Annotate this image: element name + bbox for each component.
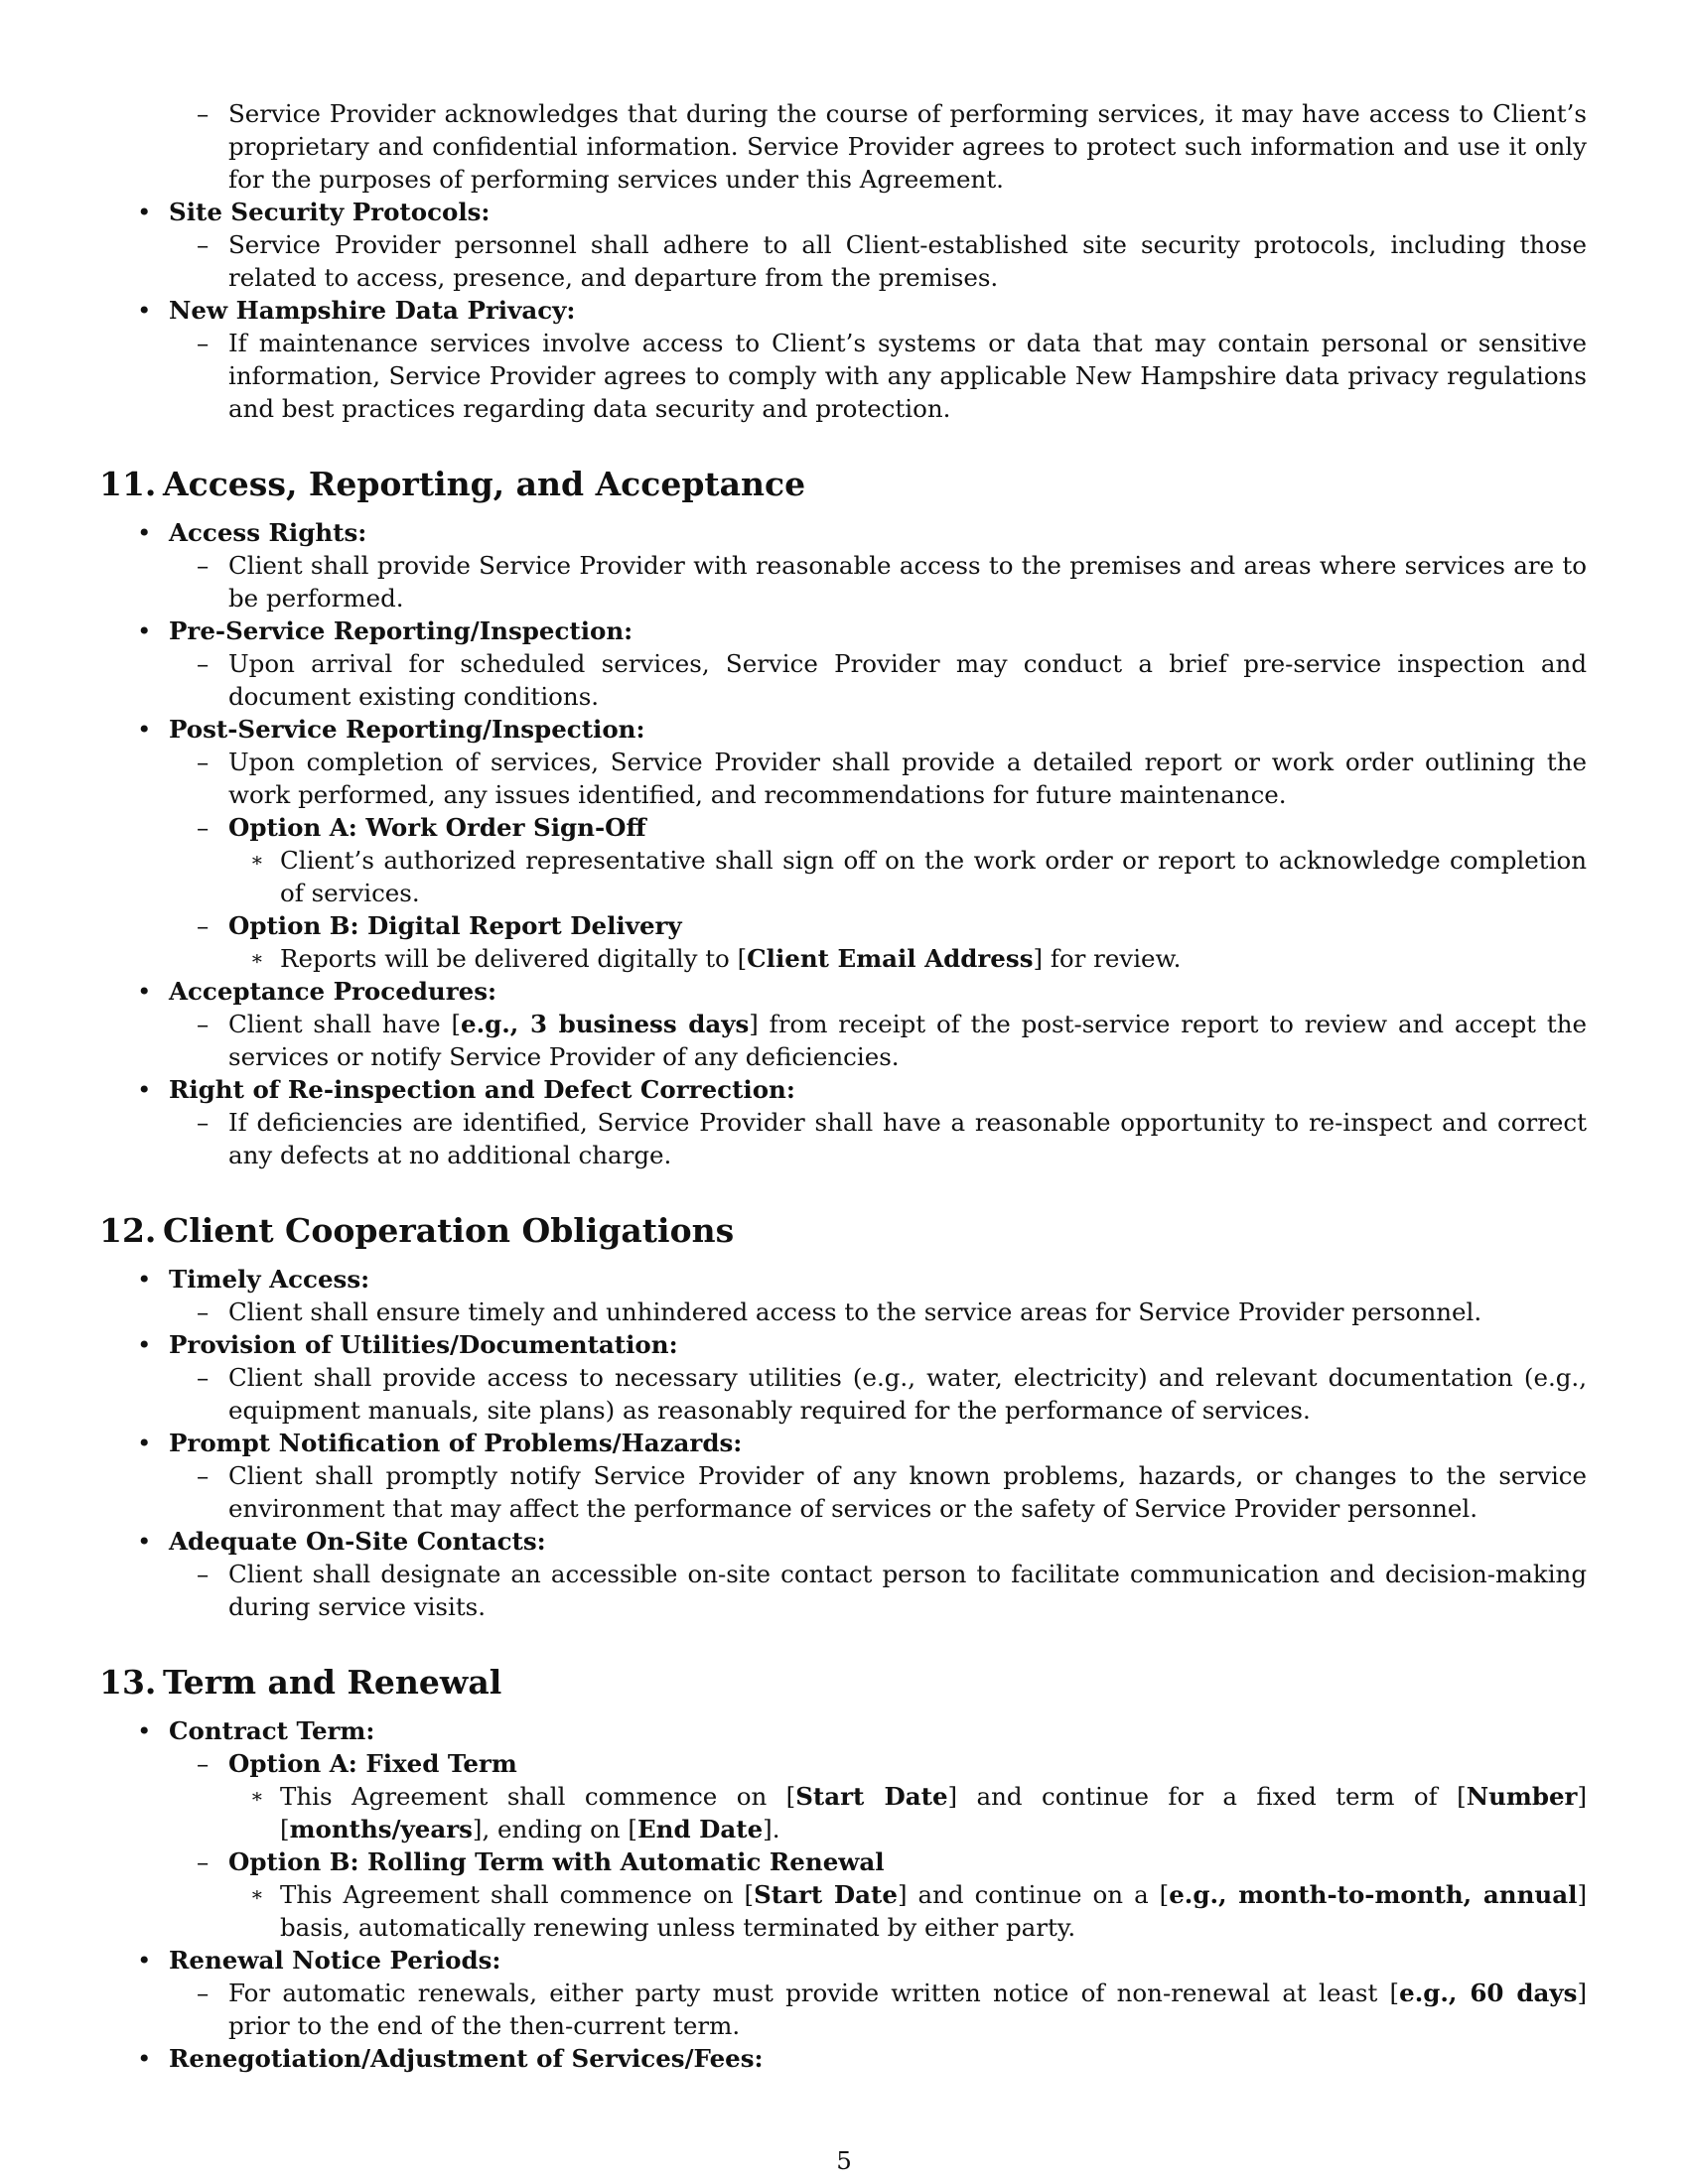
dash-marker: – — [197, 649, 210, 678]
notification-item: • Prompt Notification of Problems/Hazards: — [137, 1429, 743, 1457]
bullet-marker: • — [137, 2044, 152, 2073]
access-rights-text: – Client shall provide Service Provider with reasonable access to the premises and areas where services are to be performed. — [197, 551, 1587, 613]
section-13-heading — [99, 1663, 1587, 1703]
dash-marker: – — [197, 230, 210, 259]
section-title: Term and Renewal — [163, 1663, 502, 1702]
site-security-item: • Site Security Protocols: — [137, 198, 491, 226]
utilities-text: – Client shall provide access to necessary utilities (e.g., water, electricity) and relevant documentation (e.g., equipment manuals, site plans) as reasonably required for the performance of services. — [197, 1363, 1587, 1425]
dash-marker: – — [197, 1297, 210, 1326]
acceptance-text: – Client shall have [e.g., 3 business days] from receipt of the post-service report to review and accept the services or notify Service Provider of any deficiencies. — [197, 1010, 1587, 1071]
dash-marker: – — [197, 1560, 210, 1588]
placeholder-field: Client Email Address — [747, 944, 1034, 973]
bullet-marker: • — [137, 616, 152, 645]
contract-term-option-a: – Option A: Fixed Term — [197, 1749, 517, 1778]
bullet-marker: • — [137, 198, 152, 226]
dash-marker: – — [197, 99, 210, 128]
post-service-option-b: – Option B: Digital Report Delivery — [197, 911, 682, 940]
dash-marker: – — [197, 1847, 210, 1876]
bullet-marker: • — [137, 1527, 152, 1556]
section-title: Access, Reporting, and Acceptance — [163, 465, 806, 503]
dash-marker: – — [197, 748, 210, 776]
placeholder-field: Number — [1466, 1782, 1578, 1811]
dash-marker: – — [197, 1108, 210, 1137]
section-12-heading — [99, 1211, 1587, 1251]
pre-service-text: – Upon arrival for scheduled services, Service Provider may conduct a brief pre-service inspection and document existing conditions. — [197, 649, 1587, 711]
post-service-item: • Post-Service Reporting/Inspection: — [137, 715, 645, 744]
post-service-option-a: – Option A: Work Order Sign-Off — [197, 813, 646, 842]
placeholder-field: Start Date — [754, 1880, 898, 1909]
renewal-notice-text: – For automatic renewals, either party must provide written notice of non-renewal at least [e.g., 60 days] prior to the end of the then-current term. — [197, 1979, 1587, 2040]
contacts-text: – Client shall designate an accessible on-site contact person to facilitate communication and decision-making during service visits. — [197, 1560, 1587, 1621]
section-number: 11. — [99, 465, 157, 503]
renewal-notice-item: • Renewal Notice Periods: — [137, 1946, 501, 1975]
bullet-marker: • — [137, 1946, 152, 1975]
post-service-option-b-text: ∗ Reports will be delivered digitally to [Client Email Address] for review. — [250, 944, 1182, 973]
dash-marker: – — [197, 551, 210, 580]
access-rights-item: • Access Rights: — [137, 518, 367, 547]
asterisk-marker: ∗ — [250, 946, 264, 970]
section-number: 13. — [99, 1663, 157, 1702]
section-number: 12. — [99, 1211, 157, 1250]
placeholder-field: End Date — [636, 1815, 764, 1843]
reinspection-item: • Right of Re-inspection and Defect Correction: — [137, 1075, 795, 1104]
dash-marker: – — [197, 911, 210, 940]
bullet-marker: • — [137, 296, 152, 325]
pre-service-item: • Pre-Service Reporting/Inspection: — [137, 616, 633, 645]
asterisk-marker: ∗ — [250, 848, 264, 872]
page-number: 5 — [836, 2146, 852, 2175]
placeholder-field: e.g., month-to-month, annual — [1169, 1880, 1578, 1909]
document-page — [99, 97, 1587, 2075]
timely-access-text: – Client shall ensure timely and unhindered access to the service areas for Service Provider personnel. — [197, 1297, 1482, 1326]
bullet-marker: • — [137, 1330, 152, 1359]
dash-marker: – — [197, 1010, 210, 1038]
placeholder-field: months/years — [289, 1815, 473, 1843]
reinspection-text: – If deficiencies are identified, Service Provider shall have a reasonable opportunity to re-inspect and correct any defects at no additional charge. — [197, 1108, 1587, 1169]
bullet-marker: • — [137, 715, 152, 744]
nh-privacy-text: – If maintenance services involve access to Client’s systems or data that may contain personal or sensitive information, Service Provider agrees to comply with any applicable New Hampshire data privacy regulations and best practices regarding data security and protection. — [197, 329, 1587, 423]
bullet-marker: • — [137, 977, 152, 1006]
utilities-item: • Provision of Utilities/Documentation: — [137, 1330, 678, 1359]
dash-marker: – — [197, 1979, 210, 2007]
timely-access-item: • Timely Access: — [137, 1265, 370, 1294]
contacts-item: • Adequate On-Site Contacts: — [137, 1527, 546, 1556]
post-service-text: – Upon completion of services, Service Provider shall provide a detailed report or work order outlining the work performed, any issues identified, and recommendations for future maintenance. — [197, 748, 1587, 809]
bullet-marker: • — [137, 1429, 152, 1457]
contract-term-option-a-text: ∗ This Agreement shall commence on [Start Date] and continue for a fixed term of [Number] [months/years], ending on [End Date]. — [250, 1782, 1588, 1843]
bullet-marker: • — [137, 1716, 152, 1745]
asterisk-marker: ∗ — [250, 1882, 264, 1906]
section-title: Client Cooperation Obligations — [163, 1211, 735, 1250]
dash-marker: – — [197, 1749, 210, 1778]
contract-term-item: • Contract Term: — [137, 1716, 375, 1745]
nh-privacy-item: • New Hampshire Data Privacy: — [137, 296, 576, 325]
asterisk-marker: ∗ — [250, 1784, 264, 1808]
site-security-text: – Service Provider personnel shall adhere to all Client-established site security protocols, including those related to access, presence, and departure from the premises. — [197, 230, 1587, 292]
acceptance-item: • Acceptance Procedures: — [137, 977, 497, 1006]
placeholder-field: e.g., 60 days — [1399, 1979, 1578, 2007]
bullet-marker: • — [137, 1265, 152, 1294]
placeholder-field: Start Date — [795, 1782, 948, 1811]
section-11-heading — [99, 465, 1587, 504]
post-service-option-a-text: ∗ Client’s authorized representative shall sign off on the work order or report to acknowledge completion of services. — [250, 846, 1587, 907]
contract-term-option-b-text: ∗ This Agreement shall commence on [Start Date] and continue on a [e.g., month-to-month, annual] basis, automatically renewing unless terminated by either party. — [250, 1880, 1587, 1942]
bullet-marker: • — [137, 1075, 152, 1104]
dash-marker: – — [197, 1461, 210, 1490]
dash-marker: – — [197, 1363, 210, 1392]
placeholder-field: e.g., 3 business days — [461, 1010, 750, 1038]
notification-text: – Client shall promptly notify Service Provider of any known problems, hazards, or changes to the service environment that may affect the performance of services or the safety of Service Provider personnel. — [197, 1461, 1587, 1523]
dash-marker: – — [197, 329, 210, 357]
dash-marker: – — [197, 813, 210, 842]
renegotiation-item: • Renegotiation/Adjustment of Services/Fees: — [137, 2044, 764, 2073]
confidentiality-clause: – Service Provider acknowledges that during the course of performing services, it may have access to Client’s proprietary and confidential information. Service Provider agrees to protect such information and use it only for the purposes of performing services under this Agreement. — [197, 99, 1587, 194]
bullet-marker: • — [137, 518, 152, 547]
contract-term-option-b: – Option B: Rolling Term with Automatic Renewal — [197, 1847, 885, 1876]
